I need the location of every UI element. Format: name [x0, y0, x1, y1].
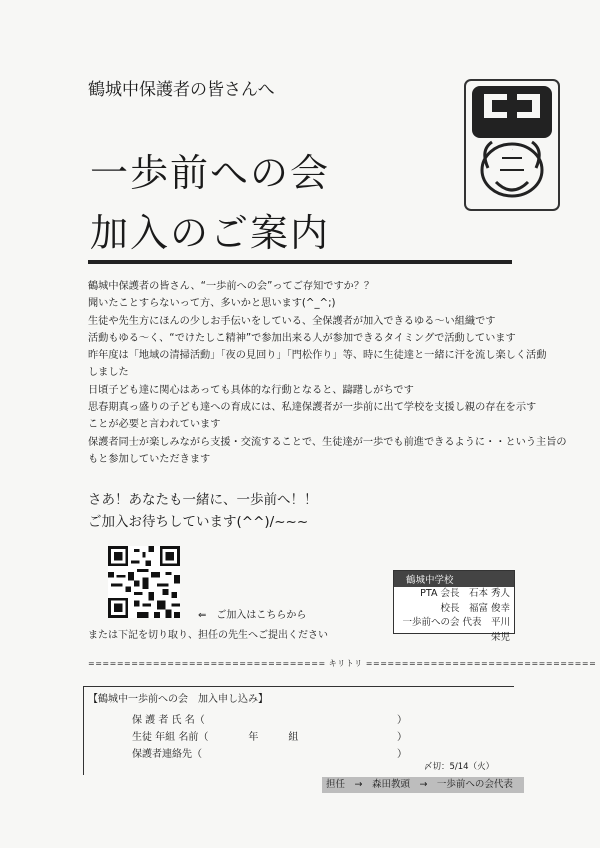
emblem-char: 中 [512, 150, 513, 151]
cut-line: ================================= キリトリ ================================ [88, 659, 597, 668]
school-emblem-icon [462, 72, 562, 212]
form-row-close: ） [397, 715, 407, 726]
body-text [88, 278, 567, 468]
cta-line-2: ご加入お待ちしています(^^)/~~~ [88, 514, 309, 530]
signature-line: PTA 会長 石本 秀人 [420, 588, 510, 599]
body-line: もと参加していただきます [88, 453, 211, 465]
signature-school: 鶴城中学校 [394, 571, 514, 587]
greeting-heading: 鶴城中保護者の皆さんへ [88, 80, 275, 100]
form-row-close: ） [397, 732, 407, 743]
body-line: 聞いたことすらないって方、多いかと思います(^_^;) [88, 298, 336, 310]
form-row-close: ） [397, 749, 407, 760]
title-line-2: 加入のご案内 [90, 211, 331, 255]
form-row-label: 生徒 年組 名前（ 年 組 [132, 732, 299, 743]
signature-box [393, 570, 515, 643]
body-line: 保護者同士が楽しみながら支援・交流することで、生徒達が一歩でも前進できるように・・という主旨の [88, 436, 567, 448]
form-row-contact[interactable] [132, 745, 407, 760]
signature-line: 一歩前への会 代表 平川 栄児 [402, 617, 510, 643]
form-row-student[interactable] [132, 728, 407, 743]
submission-note: または下記を切り取り、担任の先生へご提出ください [88, 630, 328, 641]
submission-route: 担任 → 森田教頭 → 一歩前への会代表 [322, 777, 524, 793]
body-line: しました [88, 367, 129, 379]
cta-line-1: さあ！あなたも一緒に、一歩前へ！！ [88, 492, 318, 508]
body-line: ことが必要と言われています [88, 419, 221, 431]
title-line-1: 一歩前への会 [90, 151, 331, 195]
signature-line: 校長 福富 俊幸 [440, 602, 510, 614]
body-line: 生徒や先生方にほんの少しお手伝いをしている、全保護者が加入できるゆる～い組織です [88, 315, 496, 327]
qr-join-hint: ⇐ ご加入はこちらから [198, 610, 307, 621]
body-line: 日頃子ども達に関心はあっても具体的な行動となると、躊躇しがちです [88, 384, 414, 396]
body-line: 昨年度は「地域の清掃活動」「夜の見回り」「門松作り」等、時に生徒達と一緒に汗を流し楽しく活動 [88, 350, 547, 362]
form-title: 【鶴城中一歩前への会 加入申し込み】 [88, 694, 268, 705]
body-line: 活動もゆる～く、“でけたしこ精神”で参加出来る人が参加できるタイミングで活動しています [88, 332, 516, 344]
form-row-label: 保 護 者 氏 名（ [132, 715, 205, 726]
qr-code-icon[interactable] [108, 546, 180, 618]
form-row-guardian-name[interactable] [132, 711, 407, 726]
title-underline [88, 260, 512, 264]
deadline-text: 〆切：5/14（火） [424, 762, 495, 772]
body-line: 鶴城中保護者の皆さん、“一歩前への会”ってご存知ですか？？ [88, 281, 375, 292]
form-row-label: 保護者連絡先（ [132, 749, 202, 760]
body-line: 思春期真っ盛りの子ども達への育成には、私達保護者が一歩前に出て学校を支援し親の存在を示す [88, 402, 537, 414]
